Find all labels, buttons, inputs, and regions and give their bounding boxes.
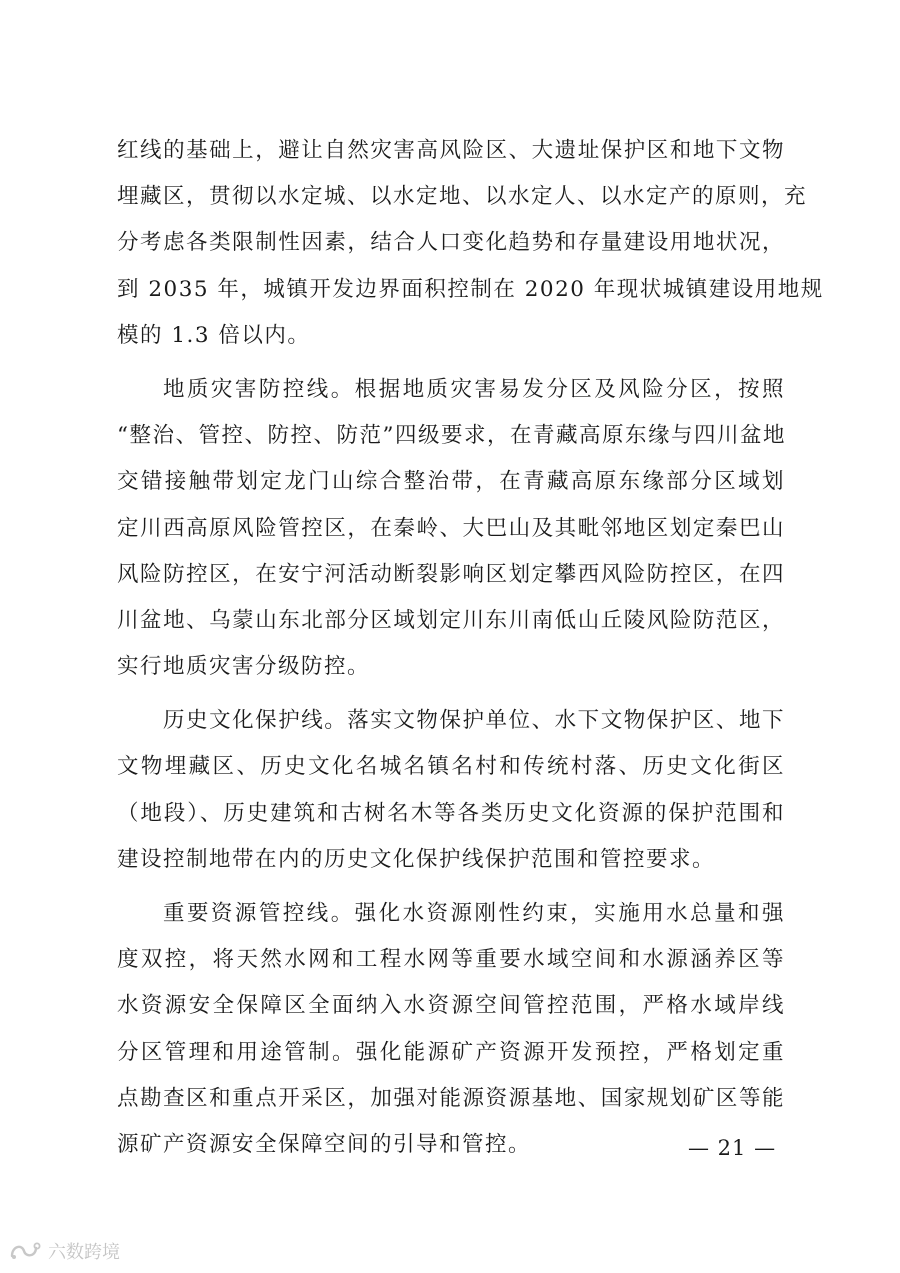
text-line: 建设控制地带在内的历史文化保护线保护范围和管控要求。 <box>117 846 716 872</box>
text-line: 实行地质灾害分级防控。 <box>117 654 371 680</box>
text-line: 源矿产资源安全保障空间的引导和管控。 <box>117 1131 532 1157</box>
paragraph-resource-control <box>117 891 785 1168</box>
paragraph-urban-boundary <box>117 128 824 359</box>
text-line: 风险防控区，在安宁河活动断裂影响区划定攀西风险防控区，在四 <box>117 561 785 587</box>
text-line: 埋藏区，贯彻以水定城、以水定地、以水定人、以水定产的原则，充 <box>117 184 808 210</box>
document-body <box>117 128 824 1168</box>
text-line: “整治、管控、防控、防范”四级要求，在青藏高原东缘与四川盆地 <box>117 423 786 449</box>
text-line: 历史文化保护线。落实文物保护单位、水下文物保护区、地下 <box>163 708 785 734</box>
text-line: 文物埋藏区、历史文化名城名镇名村和传统村落、历史文化街区 <box>117 754 785 780</box>
text-line: 红线的基础上，避让自然灾害高风险区、大遗址保护区和地下文物 <box>117 138 785 163</box>
text-line: 川盆地、乌蒙山东北部分区域划定川东川南低山丘陵风险防范区， <box>117 607 785 633</box>
text-line: 定川西高原风险管控区，在秦岭、大巴山及其毗邻地区划定秦巴山 <box>117 515 785 541</box>
text-line: 分考虑各类限制性因素，结合人口变化趋势和存量建设用地状况， <box>117 230 785 256</box>
text-line: 度双控，将天然水网和工程水网等重要水域空间和水源涵养区等 <box>117 947 785 973</box>
text-line: （地段）、历史建筑和古树名木等各类历史文化资源的保护范围和 <box>117 800 785 826</box>
text-line: 水资源安全保障区全面纳入水资源空间管控范围，严格水域岸线 <box>117 993 785 1019</box>
text-line: 模的 1.3 倍以内。 <box>117 322 311 348</box>
text-line: 到 2035 年，城镇开发边界面积控制在 2020 年现状城镇建设用地规 <box>117 276 824 302</box>
text-line: 分区管理和用途管制。强化能源矿产资源开发预控，严格划定重 <box>117 1039 785 1065</box>
text-line: 点勘查区和重点开采区，加强对能源资源基地、国家规划矿区等能 <box>117 1085 785 1111</box>
text-line: 地质灾害防控线。根据地质灾害易发分区及风险分区，按照 <box>163 376 785 402</box>
watermark <box>8 1238 120 1264</box>
paragraph-historical-culture <box>117 698 785 883</box>
text-line: 交错接触带划定龙门山综合整治带，在青藏高原东缘部分区域划 <box>117 469 785 495</box>
brand-logo-icon <box>8 1240 42 1262</box>
paragraph-geological-hazard <box>117 367 785 690</box>
text-line: 重要资源管控线。强化水资源刚性约束，实施用水总量和强 <box>163 901 785 926</box>
watermark-text: 六数跨境 <box>48 1242 120 1263</box>
page-number: — 21 — <box>688 1136 777 1160</box>
